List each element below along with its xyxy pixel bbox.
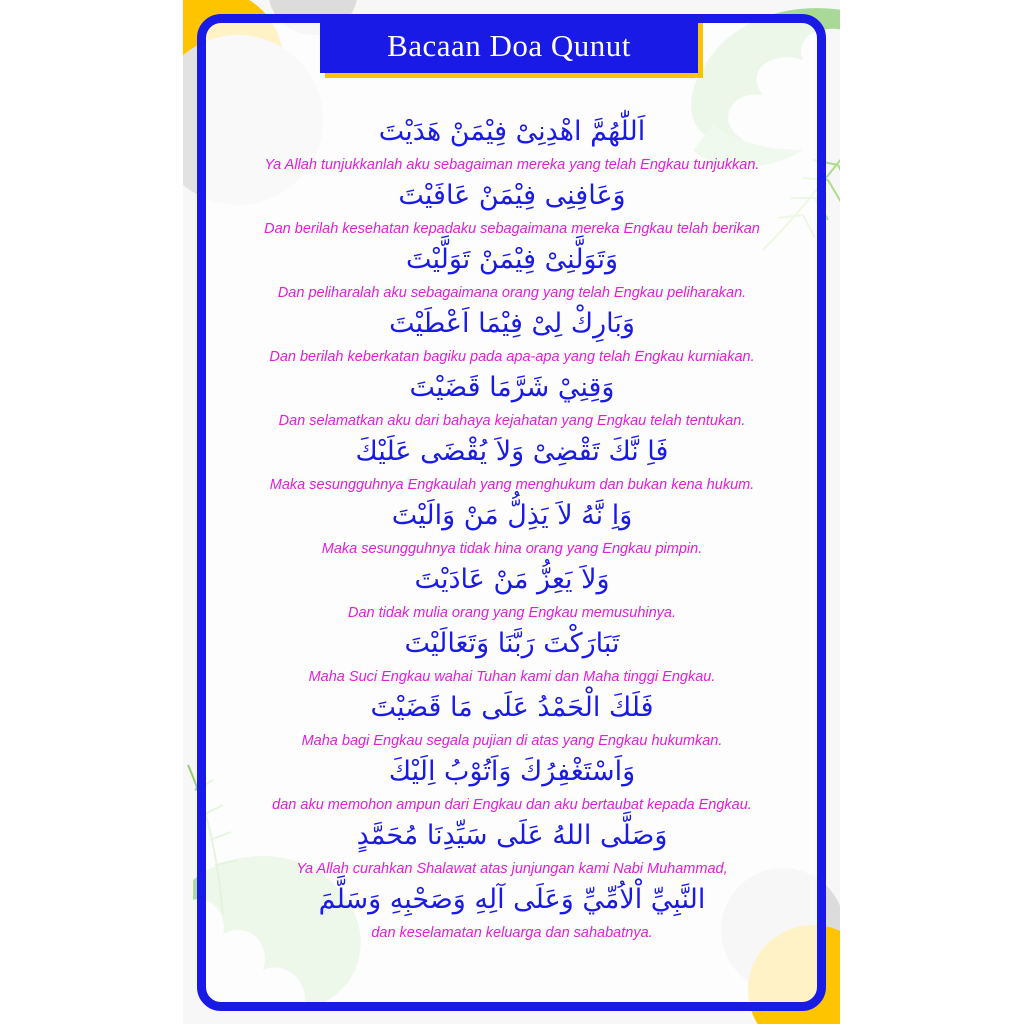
verse-translation-text: dan keselamatan keluarga dan sahabatnya. <box>371 925 653 941</box>
verse-item <box>205 112 819 176</box>
verse-translation-text: Maha bagi Engkau segala pujian di atas yang Engkau hukumkan. <box>301 733 723 749</box>
arabic-verse-text: وَاَسْتَغْفِرُكَ وَاَتُوْبُ اِلَيْكَ <box>388 756 636 787</box>
verse-item <box>205 880 819 944</box>
verse-translation-text: Maha Suci Engkau wahai Tuhan kami dan Maha tinggi Engkau. <box>308 669 716 685</box>
verse-translation-text: Dan selamatkan aku dari bahaya kejahatan yang Engkau telah tentukan. <box>278 413 746 429</box>
arabic-verse-text: فَلَكَ الْحَمْدُ عَلَى مَا قَضَيْتَ <box>370 692 654 723</box>
arabic-verse-text: وَتَوَلَّنِىْ فِيْمَنْ تَوَلَّيْتَ <box>405 244 619 275</box>
arabic-verse-text: تَبَارَكْتَ رَبَّنَا وَتَعَالَيْتَ <box>404 628 620 659</box>
verse-item <box>205 240 819 304</box>
verse-item <box>205 496 819 560</box>
verse-item <box>205 176 819 240</box>
verse-translation-text: dan aku memohon ampun dari Engkau dan aku bertaubat kepada Engkau. <box>272 797 752 813</box>
verse-translation-text: Maka sesungguhnya Engkaulah yang menghukum dan bukan kena hukum. <box>269 477 755 493</box>
verse-translation-text: Maka sesungguhnya tidak hina orang yang Engkau pimpin. <box>321 541 703 557</box>
arabic-verse-text: وَقِنِيْ شَرَّمَا قَضَيْتَ <box>409 372 615 403</box>
verse-item <box>205 368 819 432</box>
arabic-verse-text: وَلاَ يَعِزُّ مَنْ عَادَيْتَ <box>414 564 610 595</box>
verse-translation-text: Dan peliharalah aku sebagaimana orang yang telah Engkau peliharakan. <box>277 285 747 301</box>
verse-translation-text: Ya Allah curahkan Shalawat atas junjungan kami Nabi Muhammad, <box>296 861 728 877</box>
arabic-verse-text: وَاِ نَّهُ لاَ يَذِلُّ مَنْ وَالَيْتَ <box>391 500 633 531</box>
title-banner <box>320 18 698 73</box>
verse-translation-text: Dan berilah kesehatan kepadaku sebagaimana mereka Engkau telah berikan <box>264 221 760 237</box>
verse-translation-text: Dan berilah keberkatan bagiku pada apa-apa yang telah Engkau kurniakan. <box>269 349 755 365</box>
verse-item <box>205 432 819 496</box>
verse-item <box>205 624 819 688</box>
arabic-verse-text: النَّبِيِّ اْلاُمِّيِّ وَعَلَى آلِهِ وَصَحْبِهِ وَسَلَّمَ <box>318 884 706 915</box>
arabic-verse-text: وَعَافِنِى فِيْمَنْ عَافَيْتَ <box>398 180 626 211</box>
arabic-verse-text: فَاِ نَّكَ تَقْضِىْ وَلاَ يُقْضَى عَلَيْكَ <box>355 436 669 467</box>
verse-translation-text: Ya Allah tunjukkanlah aku sebagaiman mereka yang telah Engkau tunjukkan. <box>264 157 760 173</box>
verse-item <box>205 752 819 816</box>
arabic-verse-text: وَبَارِكْ لِىْ فِيْمَا اَعْطَيْتَ <box>389 308 635 339</box>
verse-item <box>205 816 819 880</box>
arabic-verse-text: اَللّٰهُمَّ اهْدِنِىْ فِيْمَنْ هَدَيْتَ <box>378 116 646 147</box>
page-title: Bacaan Doa Qunut <box>387 27 631 63</box>
prayer-verse-list <box>205 112 819 944</box>
verse-item <box>205 560 819 624</box>
verse-item <box>205 688 819 752</box>
arabic-verse-text: وَصَلَّى اللهُ عَلَى سَيِّدِنَا مُحَمَّدٍ <box>356 820 668 851</box>
verse-item <box>205 304 819 368</box>
verse-translation-text: Dan tidak mulia orang yang Engkau memusuhinya. <box>347 605 677 621</box>
